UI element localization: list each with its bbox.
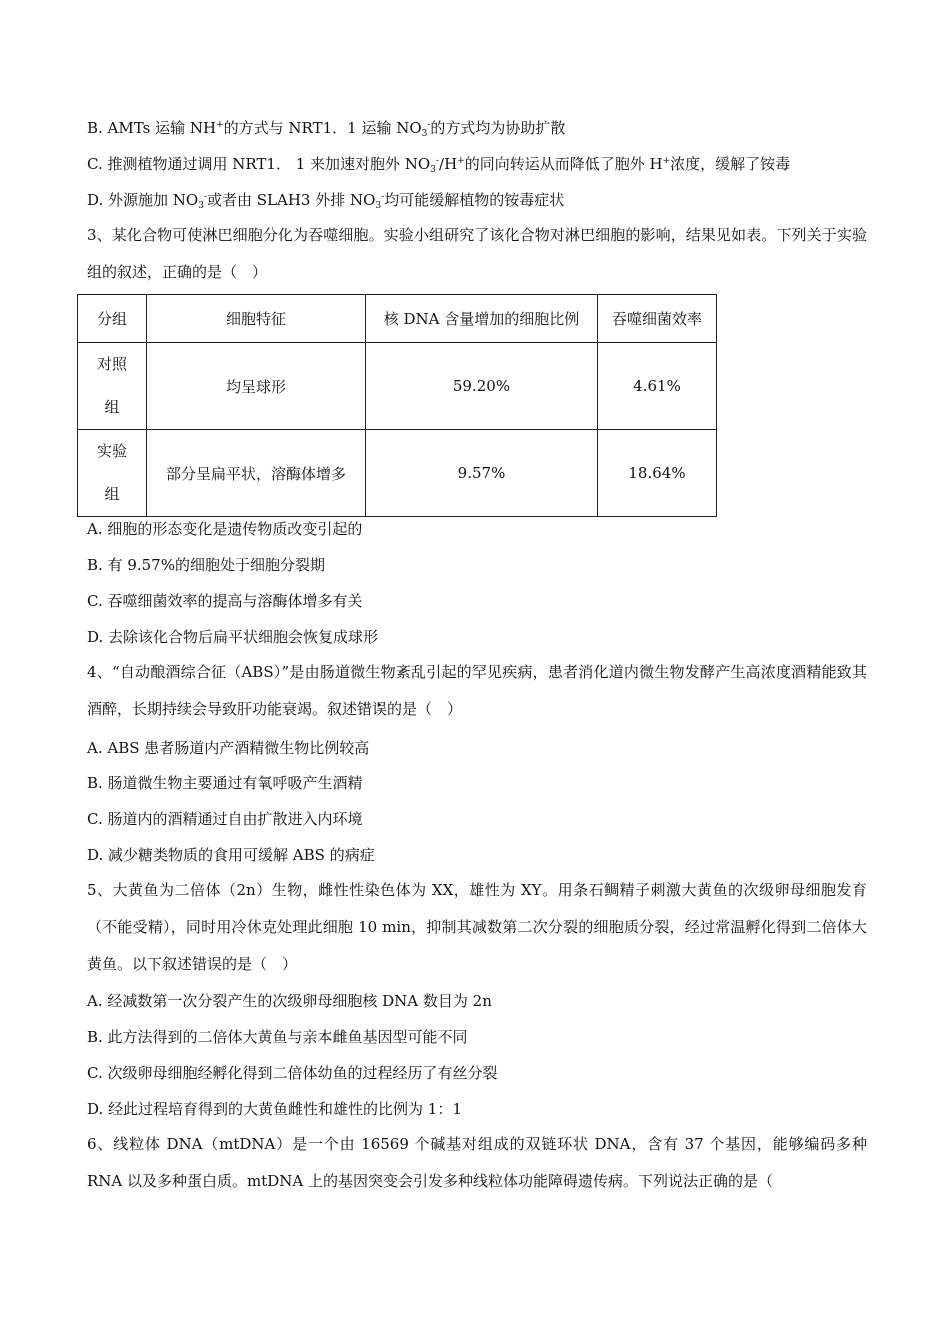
q4-option-a: A. ABS 患者肠道内产酒精微生物比例较高	[87, 739, 370, 757]
q6-stem: 6、线粒体 DNA（mtDNA）是一个由 16569 个碱基对组成的双链环状 DNA，含有 37 个基因，能够编码多种 RNA 以及多种蛋白质。mtDNA 上的基因突变会引发多种线粒体功能障碍遗传病。下列说法正确的是（	[87, 1135, 867, 1190]
table-cell: 18.64%	[598, 430, 717, 517]
table-header-cell: 核 DNA 含量增加的细胞比例	[366, 295, 598, 343]
q5-option-c: C. 次级卵母细胞经孵化得到二倍体幼鱼的过程经历了有丝分裂	[87, 1064, 498, 1082]
table-header-cell: 细胞特征	[147, 295, 366, 343]
q3-option-b: B. 有 9.57%的细胞处于细胞分裂期	[87, 556, 325, 574]
table-cell: 9.57%	[366, 430, 598, 517]
q5-option-b: B. 此方法得到的二倍体大黄鱼与亲本雌鱼基因型可能不同	[87, 1028, 468, 1046]
q3-table	[77, 294, 717, 517]
table-row	[78, 343, 717, 430]
q4-stem: 4、“自动酿酒综合征（ABS）”是由肠道微生物紊乱引起的罕见疾病，患者消化道内微生物发酵产生高浓度酒精能致其酒醉，长期持续会导致肝功能衰竭。叙述错误的是（ ）	[87, 663, 867, 718]
emphasis-mark: 误	[372, 700, 388, 718]
table-header-row	[78, 295, 717, 343]
table-cell: 4.61%	[598, 343, 717, 430]
q5-option-a: A. 经减数第一次分裂产生的次级卵母细胞核 DNA 数目为 2n	[87, 992, 492, 1010]
table-header-cell: 吞噬细菌效率	[598, 295, 717, 343]
table-cell-group: 实验 组	[78, 430, 147, 517]
q3-option-a: A. 细胞的形态变化是遗传物质改变引起的	[87, 520, 363, 538]
q5-stem: 5、大黄鱼为二倍体（2n）生物，雌性性染色体为 XX，雄性为 XY。用条石鲷精子刺激大黄鱼的次级卵母细胞发育（不能受精），同时用冷休克处理此细胞 10 min，抑制其减数第二次分裂的细胞质分裂，经过常温孵化得到二倍体大黄鱼。以下叙述错误的是（ ）	[87, 881, 867, 973]
q3-option-c: C. 吞噬细菌效率的提高与溶酶体增多有关	[87, 592, 363, 610]
table-cell-group: 对照 组	[78, 343, 147, 430]
table-cell: 59.20%	[366, 343, 598, 430]
q2-option-b: B. AMTs 运输 NH+的方式与 NRT1．1 运输 $NO_3^-$的方式均为协助扩散	[87, 119, 566, 139]
table-cell: 均呈球形	[147, 343, 366, 430]
q4-option-c: C. 肠道内的酒精通过自由扩散进入内环境	[87, 810, 363, 828]
emphasis-mark: 错	[357, 700, 373, 718]
q3-option-d: D. 去除该化合物后扁平状细胞会恢复成球形	[87, 628, 379, 646]
q3-stem: 3、某化合物可使淋巴细胞分化为吞噬细胞。实验小组研究了该化合物对淋巴细胞的影响，结果见如表。下列关于实验组的叙述，正确的是（ ）	[87, 226, 867, 281]
table-row	[78, 430, 717, 517]
q2-option-c: C. 推测植物通过调用 NRT1． 1 来加速对胞外 $NO_3^-/H^+$的同向转运从而降低了胞外 H+浓度，缓解了铵毒	[87, 155, 791, 175]
q5-option-d: D. 经此过程培育得到的大黄鱼雌性和雄性的比例为 1：1	[87, 1100, 462, 1118]
table-header-cell: 分组	[78, 295, 147, 343]
q4-option-d: D. 减少糖类物质的食用可缓解 ABS 的病症	[87, 846, 375, 864]
q2-option-d: D. 外源施加 $NO_3^-$或者由 SLAH3 外排 $NO_3^-$均可能缓解植物的铵毒症状	[87, 191, 565, 211]
table-cell: 部分呈扁平状，溶酶体增多	[147, 430, 366, 517]
q4-option-b: B. 肠道微生物主要通过有氧呼吸产生酒精	[87, 774, 363, 792]
